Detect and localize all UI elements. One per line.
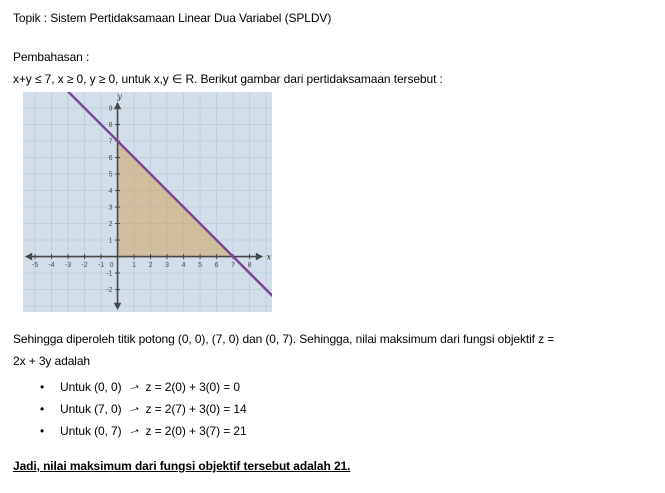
- right-arrow-icon: →: [123, 419, 143, 439]
- svg-text:6: 6: [214, 262, 219, 270]
- inequality-graph-figure: [23, 92, 272, 312]
- svg-text:5: 5: [198, 262, 203, 270]
- bullet-label: Untuk (0, 0): [60, 380, 122, 394]
- svg-text:8: 8: [108, 122, 113, 130]
- svg-text:1: 1: [132, 262, 137, 270]
- bullet-icon: •: [40, 380, 45, 394]
- svg-text:-5: -5: [31, 262, 39, 270]
- svg-text:-3: -3: [64, 262, 72, 270]
- inequality-graph: [23, 92, 272, 312]
- result-paragraph-line2: 2x + 3y adalah: [13, 354, 90, 368]
- bullet-icon: •: [40, 402, 45, 416]
- bullet-label: Untuk (7, 0): [60, 402, 122, 416]
- svg-text:7: 7: [108, 138, 113, 146]
- bullet-icon: •: [40, 424, 45, 438]
- svg-text:-1: -1: [106, 270, 113, 278]
- svg-text:-4: -4: [48, 262, 55, 270]
- result-paragraph-line1: Sehingga diperoleh titik potong (0, 0), (7, 0) dan (0, 7). Sehingga, nilai maksimum dari fungsi objektif z =: [13, 332, 555, 346]
- svg-text:-2: -2: [81, 262, 88, 270]
- svg-text:1: 1: [108, 237, 113, 245]
- svg-text:-2: -2: [106, 287, 113, 295]
- svg-text:-1: -1: [97, 262, 105, 270]
- bullet-calc: z = 2(7) + 3(0) = 14: [145, 402, 247, 416]
- svg-text:6: 6: [108, 155, 113, 163]
- svg-text:3: 3: [165, 262, 170, 270]
- evaluation-list: [13, 375, 247, 441]
- svg-text:5: 5: [108, 171, 113, 179]
- svg-text:x: x: [266, 252, 271, 262]
- list-item: [13, 397, 247, 419]
- section-heading: Pembahasan :: [13, 50, 90, 64]
- bullet-calc: z = 2(0) + 3(0) = 0: [145, 380, 240, 394]
- conclusion-line: [13, 459, 350, 474]
- svg-text:4: 4: [181, 262, 186, 270]
- svg-text:4: 4: [108, 188, 113, 196]
- constraints-line: x+y ≤ 7, x ≥ 0, y ≥ 0, untuk x,y ∈ R. Berikut gambar dari pertidaksamaan tersebut :: [13, 72, 443, 86]
- bullet-label: Untuk (0, 7): [60, 424, 122, 438]
- svg-text:y: y: [117, 92, 122, 101]
- svg-text:8: 8: [247, 262, 252, 270]
- conclusion-text: Jadi, nilai maksimum dari fungsi objektif tersebut adalah 21.: [13, 459, 351, 473]
- bullet-calc: z = 2(0) + 3(7) = 21: [145, 424, 247, 438]
- svg-text:9: 9: [108, 105, 113, 113]
- svg-text:2: 2: [108, 221, 113, 229]
- page-title: Topik : Sistem Pertidaksamaan Linear Dua Variabel (SPLDV): [13, 11, 332, 25]
- list-item: [13, 419, 247, 441]
- list-item: [13, 375, 247, 397]
- right-arrow-icon: →: [123, 375, 143, 395]
- svg-text:2: 2: [148, 262, 153, 270]
- svg-text:0: 0: [109, 262, 114, 270]
- right-arrow-icon: →: [123, 397, 143, 417]
- svg-text:3: 3: [108, 204, 113, 212]
- svg-text:7: 7: [231, 262, 236, 270]
